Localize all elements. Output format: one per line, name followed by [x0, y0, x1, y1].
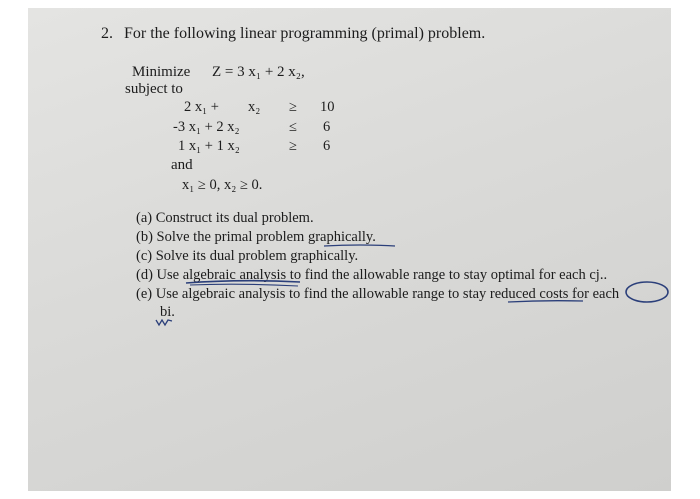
and-label: and — [171, 157, 193, 173]
part-e-continuation: bi. — [160, 304, 175, 320]
constraint-1-rhs: 10 — [320, 99, 335, 115]
part-a: (a) Construct its dual problem. — [136, 210, 314, 226]
constraint-3-relation: ≥ — [289, 138, 297, 154]
subject-to-label: subject to — [125, 81, 183, 97]
constraint-2-rhs: 6 — [323, 119, 331, 135]
question-statement: For the following linear programming (primal) problem. — [124, 25, 486, 42]
constraint-1-x2: x₂ — [248, 99, 261, 115]
part-e: (e) Use algebraic analysis to find the allowable range to stay reduced costs for each — [136, 286, 620, 302]
nonnegativity-constraints: x₁ ≥ 0, x₂ ≥ 0. — [182, 177, 263, 193]
constraint-2-relation: ≤ — [289, 119, 297, 135]
part-d: (d) Use algebraic analysis to find the allowable range to stay optimal for each cj.. — [136, 267, 608, 283]
constraint-1-lhs: 2 x₁ + — [184, 99, 219, 115]
part-b: (b) Solve the primal problem graphically. — [136, 229, 376, 245]
question-number: 2. — [101, 25, 113, 42]
constraint-1-relation: ≥ — [289, 99, 297, 115]
constraint-3-rhs: 6 — [323, 138, 331, 154]
minimize-label: Minimize — [132, 64, 191, 80]
constraint-3-lhs: 1 x₁ + 1 x₂ — [178, 138, 240, 154]
part-c: (c) Solve its dual problem graphically. — [136, 248, 359, 264]
objective-function: Z = 3 x₁ + 2 x₂, — [212, 64, 305, 80]
constraint-2-lhs: -3 x₁ + 2 x₂ — [173, 119, 240, 135]
